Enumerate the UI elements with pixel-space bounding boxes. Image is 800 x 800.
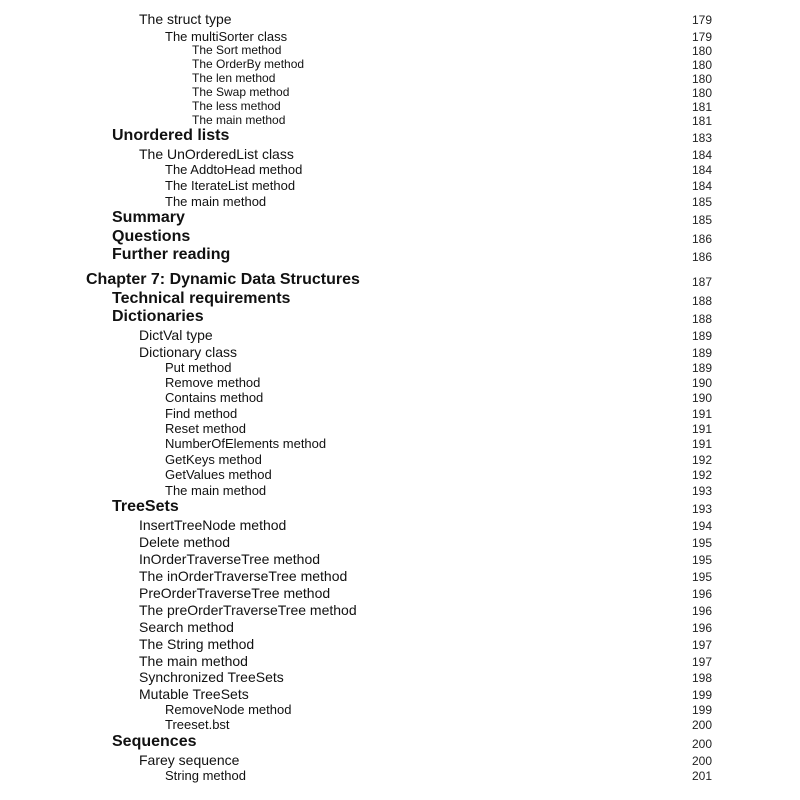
toc-entry-page: 188 bbox=[692, 294, 713, 308]
toc-entry-page: 197 bbox=[692, 655, 713, 669]
toc-entry-title: The IterateList method bbox=[165, 178, 296, 193]
toc-entry-title: Sequences bbox=[112, 733, 197, 750]
toc-entry-title: RemoveNode method bbox=[165, 702, 292, 717]
toc-entry-page: 190 bbox=[692, 391, 713, 405]
toc-entry-page: 189 bbox=[692, 361, 713, 375]
toc-entry-page: 194 bbox=[692, 519, 713, 533]
toc-entry-title: The Swap method bbox=[192, 85, 290, 99]
toc-entry-page: 186 bbox=[692, 250, 713, 264]
toc-entry-page: 183 bbox=[692, 131, 713, 145]
toc-entry-page: 179 bbox=[692, 30, 713, 44]
toc-entry-page: 195 bbox=[692, 570, 713, 584]
toc-entry-page: 180 bbox=[692, 58, 713, 72]
toc-entry-title: Technical requirements bbox=[112, 290, 291, 307]
toc-entry-page: 188 bbox=[692, 312, 713, 326]
toc-entry-title: The OrderBy method bbox=[192, 57, 305, 71]
toc-entry-title: TreeSets bbox=[112, 498, 179, 515]
toc-entry-page: 196 bbox=[692, 604, 713, 618]
toc-entry-page: 191 bbox=[692, 437, 713, 451]
toc-entry-page: 185 bbox=[692, 195, 713, 209]
toc-entry-page: 198 bbox=[692, 671, 713, 685]
toc-entry-page: 196 bbox=[692, 587, 713, 601]
toc-entry-page: 186 bbox=[692, 232, 713, 246]
toc-entry-title: DictVal type bbox=[139, 327, 213, 343]
toc-entry-page: 199 bbox=[692, 703, 713, 717]
toc-entry-page: 190 bbox=[692, 376, 713, 390]
toc-entry-title: Further reading bbox=[112, 246, 231, 263]
toc-entry-title: Treeset.bst bbox=[165, 717, 230, 732]
toc-entry-title: The multiSorter class bbox=[165, 29, 288, 44]
toc-entry-title: The preOrderTraverseTree method bbox=[139, 602, 357, 618]
toc-entry-title: The main method bbox=[165, 194, 267, 209]
toc-entry-title: Remove method bbox=[165, 375, 261, 390]
toc-entry-title: The String method bbox=[139, 636, 255, 652]
toc-entry-title: The main method bbox=[165, 483, 267, 498]
toc-entry-title: PreOrderTraverseTree method bbox=[139, 585, 331, 601]
toc-entry-title: Put method bbox=[165, 360, 232, 375]
toc-entry-page: 191 bbox=[692, 407, 713, 421]
toc-entry-page: 180 bbox=[692, 86, 713, 100]
toc-entry-page: 179 bbox=[692, 13, 713, 27]
toc-entry-page: 192 bbox=[692, 468, 713, 482]
toc-entry-title: Find method bbox=[165, 406, 238, 421]
toc-entry-title: Dictionaries bbox=[112, 308, 204, 325]
toc-entry-page: 180 bbox=[692, 44, 713, 58]
toc-entry-page: 184 bbox=[692, 179, 713, 193]
toc-entry-page: 193 bbox=[692, 484, 713, 498]
toc-entry-title: InsertTreeNode method bbox=[139, 517, 287, 533]
toc-entry-page: 197 bbox=[692, 638, 713, 652]
toc-entry-title: The AddtoHead method bbox=[165, 162, 303, 177]
toc-entry-title: The Sort method bbox=[192, 43, 282, 57]
toc-entry-page: 192 bbox=[692, 453, 713, 467]
toc-entry-title: Unordered lists bbox=[112, 127, 230, 144]
toc-entry-title: NumberOfElements method bbox=[165, 436, 327, 451]
toc-entry-page: 180 bbox=[692, 72, 713, 86]
toc-entry-title: The len method bbox=[192, 71, 276, 85]
toc-entry-title: GetValues method bbox=[165, 467, 272, 482]
toc-entry-title: String method bbox=[165, 768, 246, 783]
toc-entry-title: Synchronized TreeSets bbox=[139, 669, 284, 685]
toc-entry-title: Search method bbox=[139, 619, 234, 635]
toc-entry-page: 184 bbox=[692, 163, 713, 177]
toc-entry-title: Dictionary class bbox=[139, 344, 238, 360]
toc-entry-title: The main method bbox=[192, 113, 286, 127]
toc-entry-page: 189 bbox=[692, 346, 713, 360]
toc-entry-title: InOrderTraverseTree method bbox=[139, 551, 321, 567]
toc-entry-title: GetKeys method bbox=[165, 452, 262, 467]
toc-entry-page: 195 bbox=[692, 553, 713, 567]
toc-entry-title: Farey sequence bbox=[139, 752, 240, 768]
toc-entry-page: 181 bbox=[692, 114, 713, 128]
toc-entry-title: Mutable TreeSets bbox=[139, 686, 249, 702]
toc-entry-title: Contains method bbox=[165, 390, 264, 405]
toc-entry-title: The main method bbox=[139, 653, 248, 669]
toc-entry-title: Questions bbox=[112, 228, 191, 245]
toc-entry-page: 201 bbox=[692, 769, 713, 783]
toc-entry-title: Reset method bbox=[165, 421, 246, 436]
toc-entry-page: 189 bbox=[692, 329, 713, 343]
toc-entry-page: 199 bbox=[692, 688, 713, 702]
toc-entry-title: Delete method bbox=[139, 534, 231, 550]
toc-entry-title: The UnOrderedList class bbox=[139, 146, 294, 162]
toc-entry-title: The less method bbox=[192, 99, 281, 113]
toc-entry-title: Summary bbox=[112, 209, 185, 226]
toc-entry-page: 185 bbox=[692, 213, 713, 227]
toc-entry-page: 200 bbox=[692, 718, 713, 732]
toc-entry-page: 196 bbox=[692, 621, 713, 635]
toc-entry-page: 200 bbox=[692, 754, 713, 768]
toc-entry-page: 191 bbox=[692, 422, 713, 436]
toc-entry-page: 187 bbox=[692, 275, 713, 289]
toc-entry-page: 184 bbox=[692, 148, 713, 162]
toc-entry-page: 181 bbox=[692, 100, 713, 114]
toc-entry-page: 200 bbox=[692, 737, 713, 751]
toc-entry-title: The struct type bbox=[139, 11, 232, 27]
toc-entry-page: 193 bbox=[692, 502, 713, 516]
toc-entry-title: The inOrderTraverseTree method bbox=[139, 568, 348, 584]
toc-entry-page: 195 bbox=[692, 536, 713, 550]
toc-entry-title: Chapter 7: Dynamic Data Structures bbox=[86, 271, 360, 288]
